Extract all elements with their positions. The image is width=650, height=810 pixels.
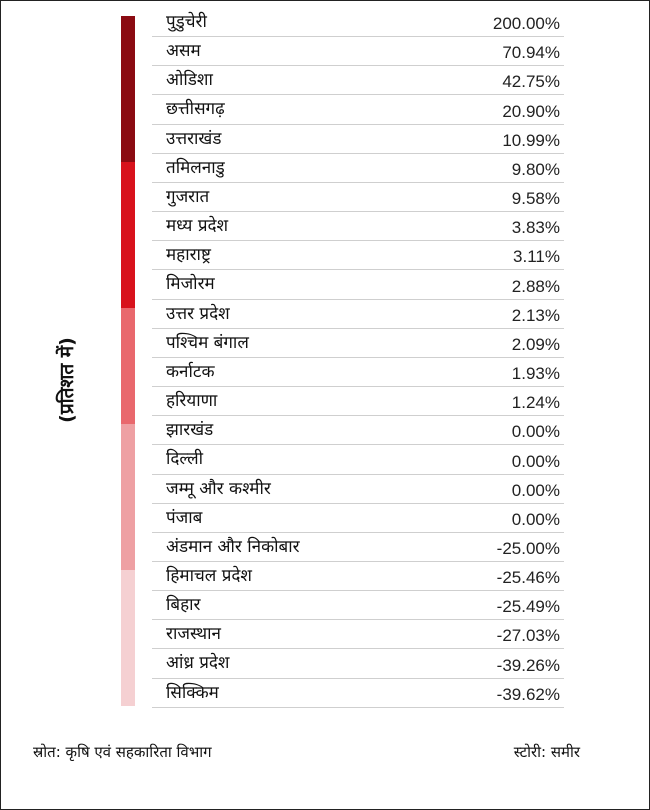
- state-name: दिल्ली: [166, 449, 204, 470]
- state-value: -25.46%: [496, 568, 560, 588]
- table-row: [152, 416, 564, 445]
- state-name: मिजोरम: [166, 274, 215, 295]
- state-name: उत्तराखंड: [166, 128, 222, 149]
- table-row: [152, 270, 564, 299]
- table-row: [152, 37, 564, 66]
- state-name: पंजाब: [166, 507, 203, 528]
- state-name: जम्मू और कश्मीर: [166, 478, 271, 499]
- state-value: 3.11%: [513, 247, 560, 267]
- state-name: राजस्थान: [166, 624, 221, 645]
- state-name: गुजरात: [166, 186, 210, 207]
- table-row: [152, 212, 564, 241]
- table-row: [152, 620, 564, 649]
- state-name: हिमाचल प्रदेश: [166, 565, 252, 586]
- state-value: -39.26%: [496, 655, 560, 675]
- state-value: -25.00%: [496, 538, 560, 558]
- state-name: पुडुचेरी: [166, 12, 207, 32]
- state-value: 9.80%: [511, 159, 560, 179]
- state-value: -39.62%: [496, 684, 560, 704]
- table-row: [152, 475, 564, 504]
- table-row: [152, 562, 564, 591]
- data-table: [152, 8, 564, 708]
- color-band-segment: [121, 162, 135, 308]
- table-row: [152, 183, 564, 212]
- state-value: 10.99%: [502, 130, 560, 150]
- state-name: पश्चिम बंगाल: [166, 332, 249, 353]
- table-row: [152, 533, 564, 562]
- state-value: 20.90%: [502, 101, 560, 121]
- state-name: कर्नाटक: [166, 361, 215, 382]
- state-value: -25.49%: [496, 597, 560, 617]
- state-value: 42.75%: [502, 72, 560, 92]
- state-value: 3.83%: [511, 218, 560, 238]
- state-name: असम: [166, 41, 201, 62]
- table-row: [152, 125, 564, 154]
- table-row: [152, 66, 564, 95]
- state-name: तमिलनाडु: [166, 157, 225, 178]
- table-row: [152, 504, 564, 533]
- state-name: बिहार: [166, 595, 201, 616]
- state-name: ओडिशा: [166, 70, 213, 91]
- table-row: [152, 329, 564, 358]
- table-row: [152, 358, 564, 387]
- state-name: महाराष्ट्र: [166, 245, 211, 266]
- table-row: [152, 8, 564, 37]
- source-text: स्रोत: कृषि एवं सहकारिता विभाग: [33, 743, 212, 761]
- color-band-segment: [121, 16, 135, 162]
- state-value: 0.00%: [511, 509, 560, 529]
- table-row: [152, 300, 564, 329]
- state-name: आंध्र प्रदेश: [166, 653, 230, 674]
- story-credit: स्टोरी: समीर: [513, 743, 580, 761]
- state-value: 2.13%: [511, 305, 560, 325]
- state-value: 1.93%: [511, 364, 560, 384]
- state-name: हरियाणा: [166, 391, 218, 412]
- state-value: 70.94%: [502, 43, 560, 63]
- state-name: मध्य प्रदेश: [166, 216, 229, 237]
- state-name: अंडमान और निकोबार: [166, 536, 300, 557]
- table-row: [152, 679, 564, 708]
- state-value: 0.00%: [511, 451, 560, 471]
- state-name: झारखंड: [166, 420, 214, 441]
- table-row: [152, 445, 564, 474]
- state-name: सिक्किम: [166, 682, 219, 703]
- table-row: [152, 591, 564, 620]
- table-row: [152, 154, 564, 183]
- state-value: 2.88%: [511, 276, 560, 296]
- state-name: उत्तर प्रदेश: [166, 303, 230, 324]
- state-value: 2.09%: [511, 334, 560, 354]
- state-value: 0.00%: [511, 480, 560, 500]
- state-name: छत्तीसगढ़: [166, 99, 225, 120]
- table-row: [152, 649, 564, 678]
- table-row: [152, 387, 564, 416]
- color-band-segment: [121, 308, 135, 425]
- state-value: 1.24%: [511, 393, 560, 413]
- y-axis-label: (प्रतिशत में): [56, 337, 78, 423]
- state-value: 0.00%: [511, 422, 560, 442]
- state-value: 200.00%: [492, 14, 560, 34]
- state-value: 9.58%: [511, 189, 560, 209]
- table-row: [152, 241, 564, 270]
- color-band-segment: [121, 424, 135, 570]
- table-row: [152, 95, 564, 124]
- color-band-segment: [121, 570, 135, 706]
- state-value: -27.03%: [496, 626, 560, 646]
